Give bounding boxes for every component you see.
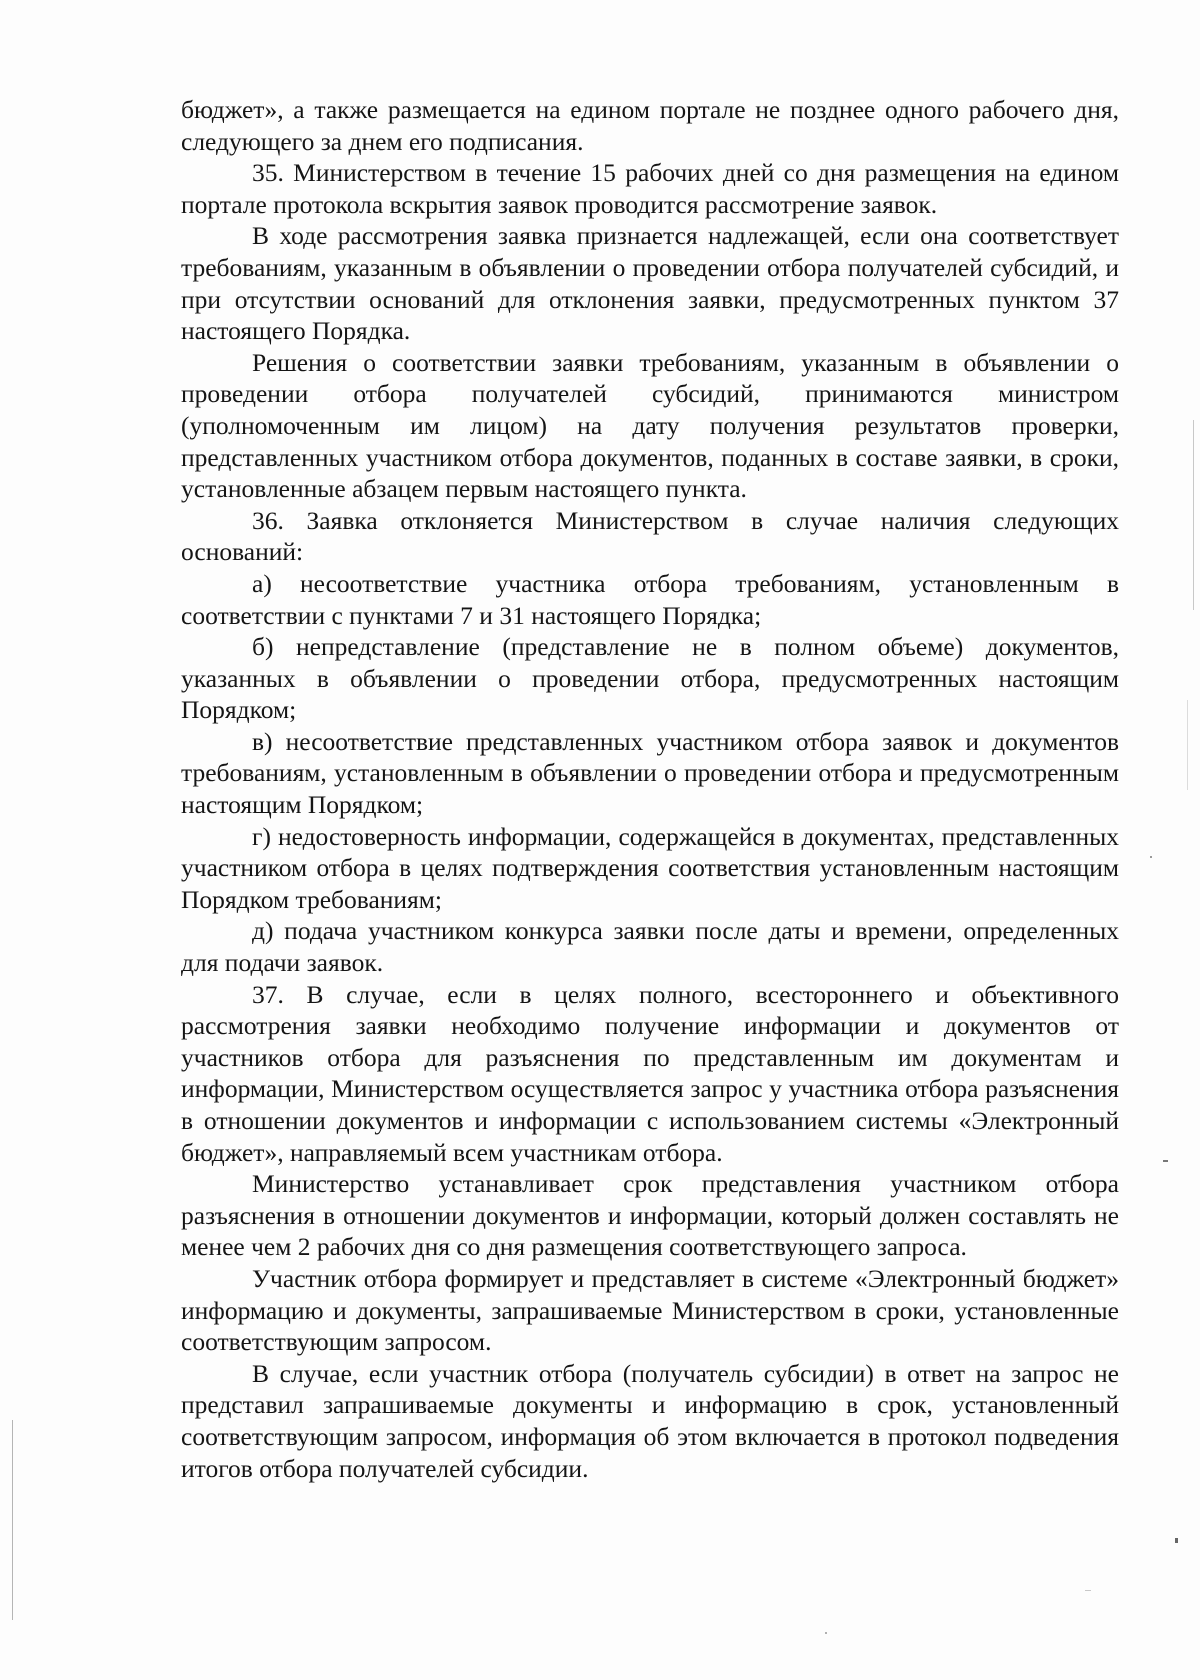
paragraph-item-36: 36. Заявка отклоняется Министерством в случае наличия следующих оснований: (181, 505, 1119, 567)
scan-artifact-dot (1163, 1160, 1168, 1162)
paragraph: В ходе рассмотрения заявка признается надлежащей, если она соответствует требованиям, указанным в объявлении о проведении отбора получателей субсидий, и при отсутствии оснований для отклонения заявки, предусмотренных пунктом 37 настоящего Порядка. (181, 221, 1119, 346)
list-item-g: г) недостоверность информации, содержащейся в документах, представленных участником отбора в целях подтверждения соответствия установленным настоящим Порядком требованиям; (181, 821, 1119, 914)
paragraph: В случае, если участник отбора (получатель субсидии) в ответ на запрос не представил запрашиваемые документы и информацию в срок, установленный соответствующим запросом, информация об этом включается в протокол подведения итогов отбора получателей субсидии. (181, 1358, 1119, 1483)
paragraph-continuation: бюджет», а также размещается на едином портале не позднее одного рабочего дня, следующего за днем его подписания. (181, 95, 1119, 156)
list-item-a: а) несоответствие участника отбора требованиям, установленным в соответствии с пунктами 7 и 31 настоящего Порядка; (181, 568, 1119, 630)
scan-artifact-line (12, 1420, 13, 1620)
paragraph: Министерство устанавливает срок представления участником отбора разъяснения в отношении документов и информации, который должен составлять не менее чем 2 рабочих дня со дня размещения соответствующего запроса. (181, 1169, 1119, 1262)
scan-artifact-line (1193, 420, 1194, 610)
list-item-d: д) подача участником конкурса заявки после даты и времени, определенных для подачи заявок. (181, 916, 1119, 978)
paragraph: Участник отбора формирует и представляет в системе «Электронный бюджет» информацию и документы, запрашиваемые Министерством в сроки, установленные соответствующим запросом. (181, 1263, 1119, 1357)
scan-artifact-dot (1175, 1538, 1178, 1543)
document-body (181, 94, 1119, 1484)
paragraph-item-35: 35. Министерством в течение 15 рабочих дней со дня размещения на едином портале протокола вскрытия заявок проводится рассмотрение заявок. (181, 158, 1119, 219)
scan-artifact-dot (1085, 1590, 1091, 1591)
list-item-v: в) несоответствие представленных участником отбора заявок и документов требованиям, установленным в объявлении о проведении отбора и предусмотренным настоящим Порядком; (181, 726, 1119, 820)
paragraph: Решения о соответствии заявки требованиям, указанным в объявлении о проведении отбора получателей субсидий, принимаются министром (уполномоченным им лицом) на дату получения результатов проверки, представленных участником отбора документов, поданных в составе заявки, в сроки, установленные абзацем первым настоящего пункта. (181, 347, 1119, 504)
scan-artifact-line (1187, 700, 1188, 790)
scan-artifact-dot (825, 1632, 827, 1634)
list-item-b: б) непредставление (представление не в полном объеме) документов, указанных в объявлении о проведении отбора, предусмотренных настоящим Порядком; (181, 632, 1119, 725)
scan-artifact-dot (1150, 856, 1152, 858)
paragraph-item-37: 37. В случае, если в целях полного, всестороннего и объективного рассмотрения заявки необходимо получение информации и документов от участников отбора для разъяснения по представленным им документам и информации, Министерством осуществляется запрос у участника отбора разъяснения в отношении документов и информации с использованием системы «Электронный бюджет», направляемый всем участникам отбора. (181, 979, 1119, 1167)
